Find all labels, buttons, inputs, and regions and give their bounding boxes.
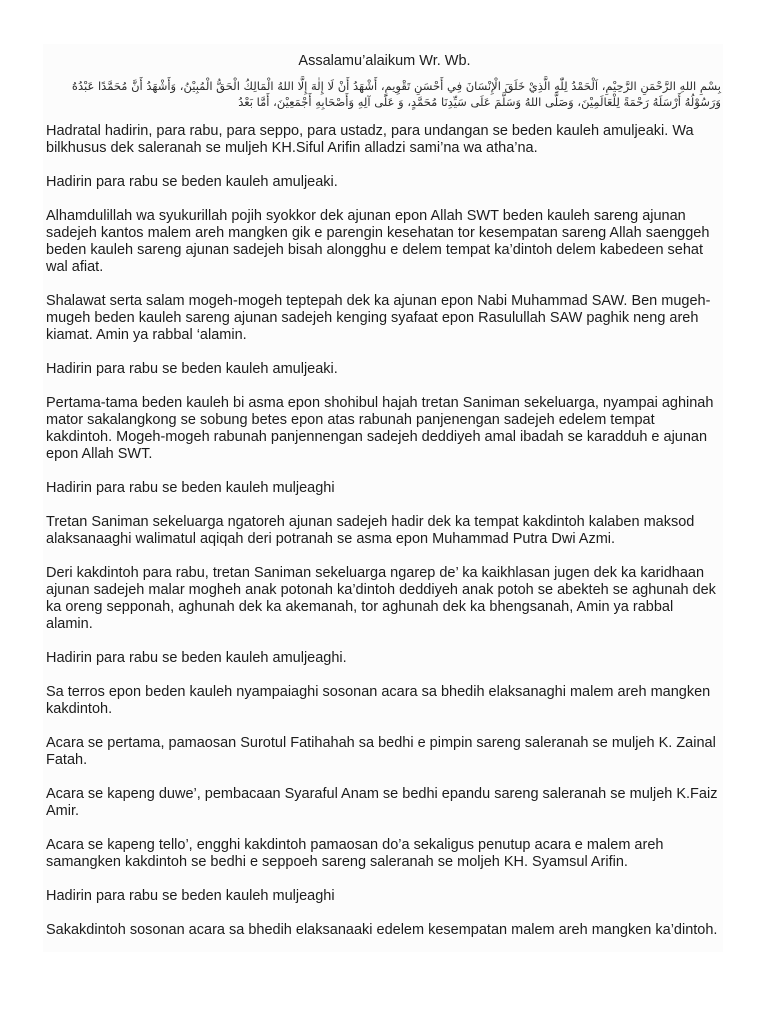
- paragraph: Hadirin para rabu se beden kauleh muljeaghi: [46, 480, 335, 496]
- paragraph: Sakakdintoh sosonan acara sa bhedih elaksanaaki edelem kesempatan malem areh mangken ka’dintoh.: [46, 922, 718, 938]
- paragraph: Acara se kapeng duwe’, pembacaan Syaraful Anam se bedhi epandu sareng saleranah se muljeh K.Faiz Amir.: [46, 786, 718, 819]
- paragraph: Hadirin para rabu se beden kauleh amuljeaghi.: [46, 650, 347, 666]
- arabic-opening-text: بِسْمِ اللهِ الرَّحْمَنِ الرَّحِيْمِ، اَلْحَمْدُ لِلّٰهِ الَّذِيْ خَلَقَ الْإِنْسَانَ فِي أَحْسَنِ تَقْوِيمٍ، أَشْهَدُ أَنْ لَا إِلٰهَ إِلَّا اللهُ الْمَالِكُ الْحَقُّ الْمُبِيْنُ، وَأَشْهَدُ أَنَّ مُحَمَّدًا عَبْدُهُ وَرَسُوْلُهُ أَرْسَلَهُ رَحْمَةً لِلْعَالَمِيْنَ، وَصَلَّى اللهُ وَسَلَّمَ عَلَى سَيِّدِنَا مُحَمَّدٍ، وَ عَلَى آلِهِ وَأَصْحَابِهِ أَجْمَعِيْنَ، أَمَّا بَعْدُ: [71, 79, 721, 109]
- document-page: [43, 44, 723, 952]
- paragraph: Acara se pertama, pamaosan Surotul Fatihahah sa bedhi e pimpin sareng saleranah se muljeh K. Zainal Fatah.: [46, 735, 716, 768]
- paragraph: Hadratal hadirin, para rabu, para seppo, para ustadz, para undangan se beden kauleh amuljeaki. Wa bilkhusus dek saleranah se muljeh KH.Siful Arifin alladzi sami’na wa atha’na.: [46, 123, 694, 156]
- paragraph: Shalawat serta salam mogeh-mogeh teptepah dek ka ajunan epon Nabi Muhammad SAW. Ben mugeh-mugeh beden kauleh sareng ajunan sadejeh kenging syafaat epon Rasulullah SAW paghik neng areh kiamat. Amin ya rabbal ‘alamin.: [46, 293, 711, 343]
- paragraph: Hadirin para rabu se beden kauleh amuljeaki.: [46, 174, 338, 190]
- paragraph: Sa terros epon beden kauleh nyampaiaghi sosonan acara sa bhedih elaksanaghi malem areh mangken kakdintoh.: [46, 684, 711, 717]
- paragraph: Tretan Saniman sekeluarga ngatoreh ajunan sadejeh hadir dek ka tempat kakdintoh kalaben maksod alaksanaaghi walimatul aqiqah deri potranah se asma epon Muhammad Putra Dwi Azmi.: [46, 514, 695, 547]
- paragraph: Alhamdulillah wa syukurillah pojih syokkor dek ajunan epon Allah SWT beden kauleh sareng ajunan sadejeh kantos malem areh mangken gik e parengin kesehatan tor kesempatan sareng Allah saenggeh beden kauleh sareng ajunan sadejeh bisah alongghu e delem tempat ka’dintoh delem kabedeen sehat wal afiat.: [46, 208, 710, 275]
- greeting-heading: Assalamu’alaikum Wr. Wb.: [298, 53, 471, 69]
- paragraph: Pertama-tama beden kauleh bi asma epon shohibul hajah tretan Saniman sekeluarga, nyampai aghinah mator sakalangkong se sobung betes epon atas rabunah panjenengan sadejeh edelem tempat kakdintoh. Mogeh-mogeh rabunah panjennengan sadejeh deddiyeh amal ibadah se karadduh e ajunan epon Allah SWT.: [46, 395, 714, 462]
- speech-body: [46, 123, 723, 939]
- paragraph: Deri kakdintoh para rabu, tretan Saniman sekeluarga ngarep de’ ka kaikhlasan jugen dek ka karidhaan ajunan sadejeh malar mogheh anak potonah ka’dintoh deddiyeh anak potoh se abekteh se aghunah dek ka oreng sepponah, aghunah dek ka akemanah, tor aghunah dek ka bhengsanah, Amin ya rabbal alamin.: [46, 565, 716, 632]
- paragraph: Hadirin para rabu se beden kauleh amuljeaki.: [46, 361, 338, 377]
- paragraph: Hadirin para rabu se beden kauleh muljeaghi: [46, 888, 335, 904]
- paragraph: Acara se kapeng tello’, engghi kakdintoh pamaosan do’a sekaligus penutup acara e malem areh samangken kakdintoh se bedhi e seppoeh sareng saleranah se moljeh KH. Syamsul Arifin.: [46, 837, 664, 870]
